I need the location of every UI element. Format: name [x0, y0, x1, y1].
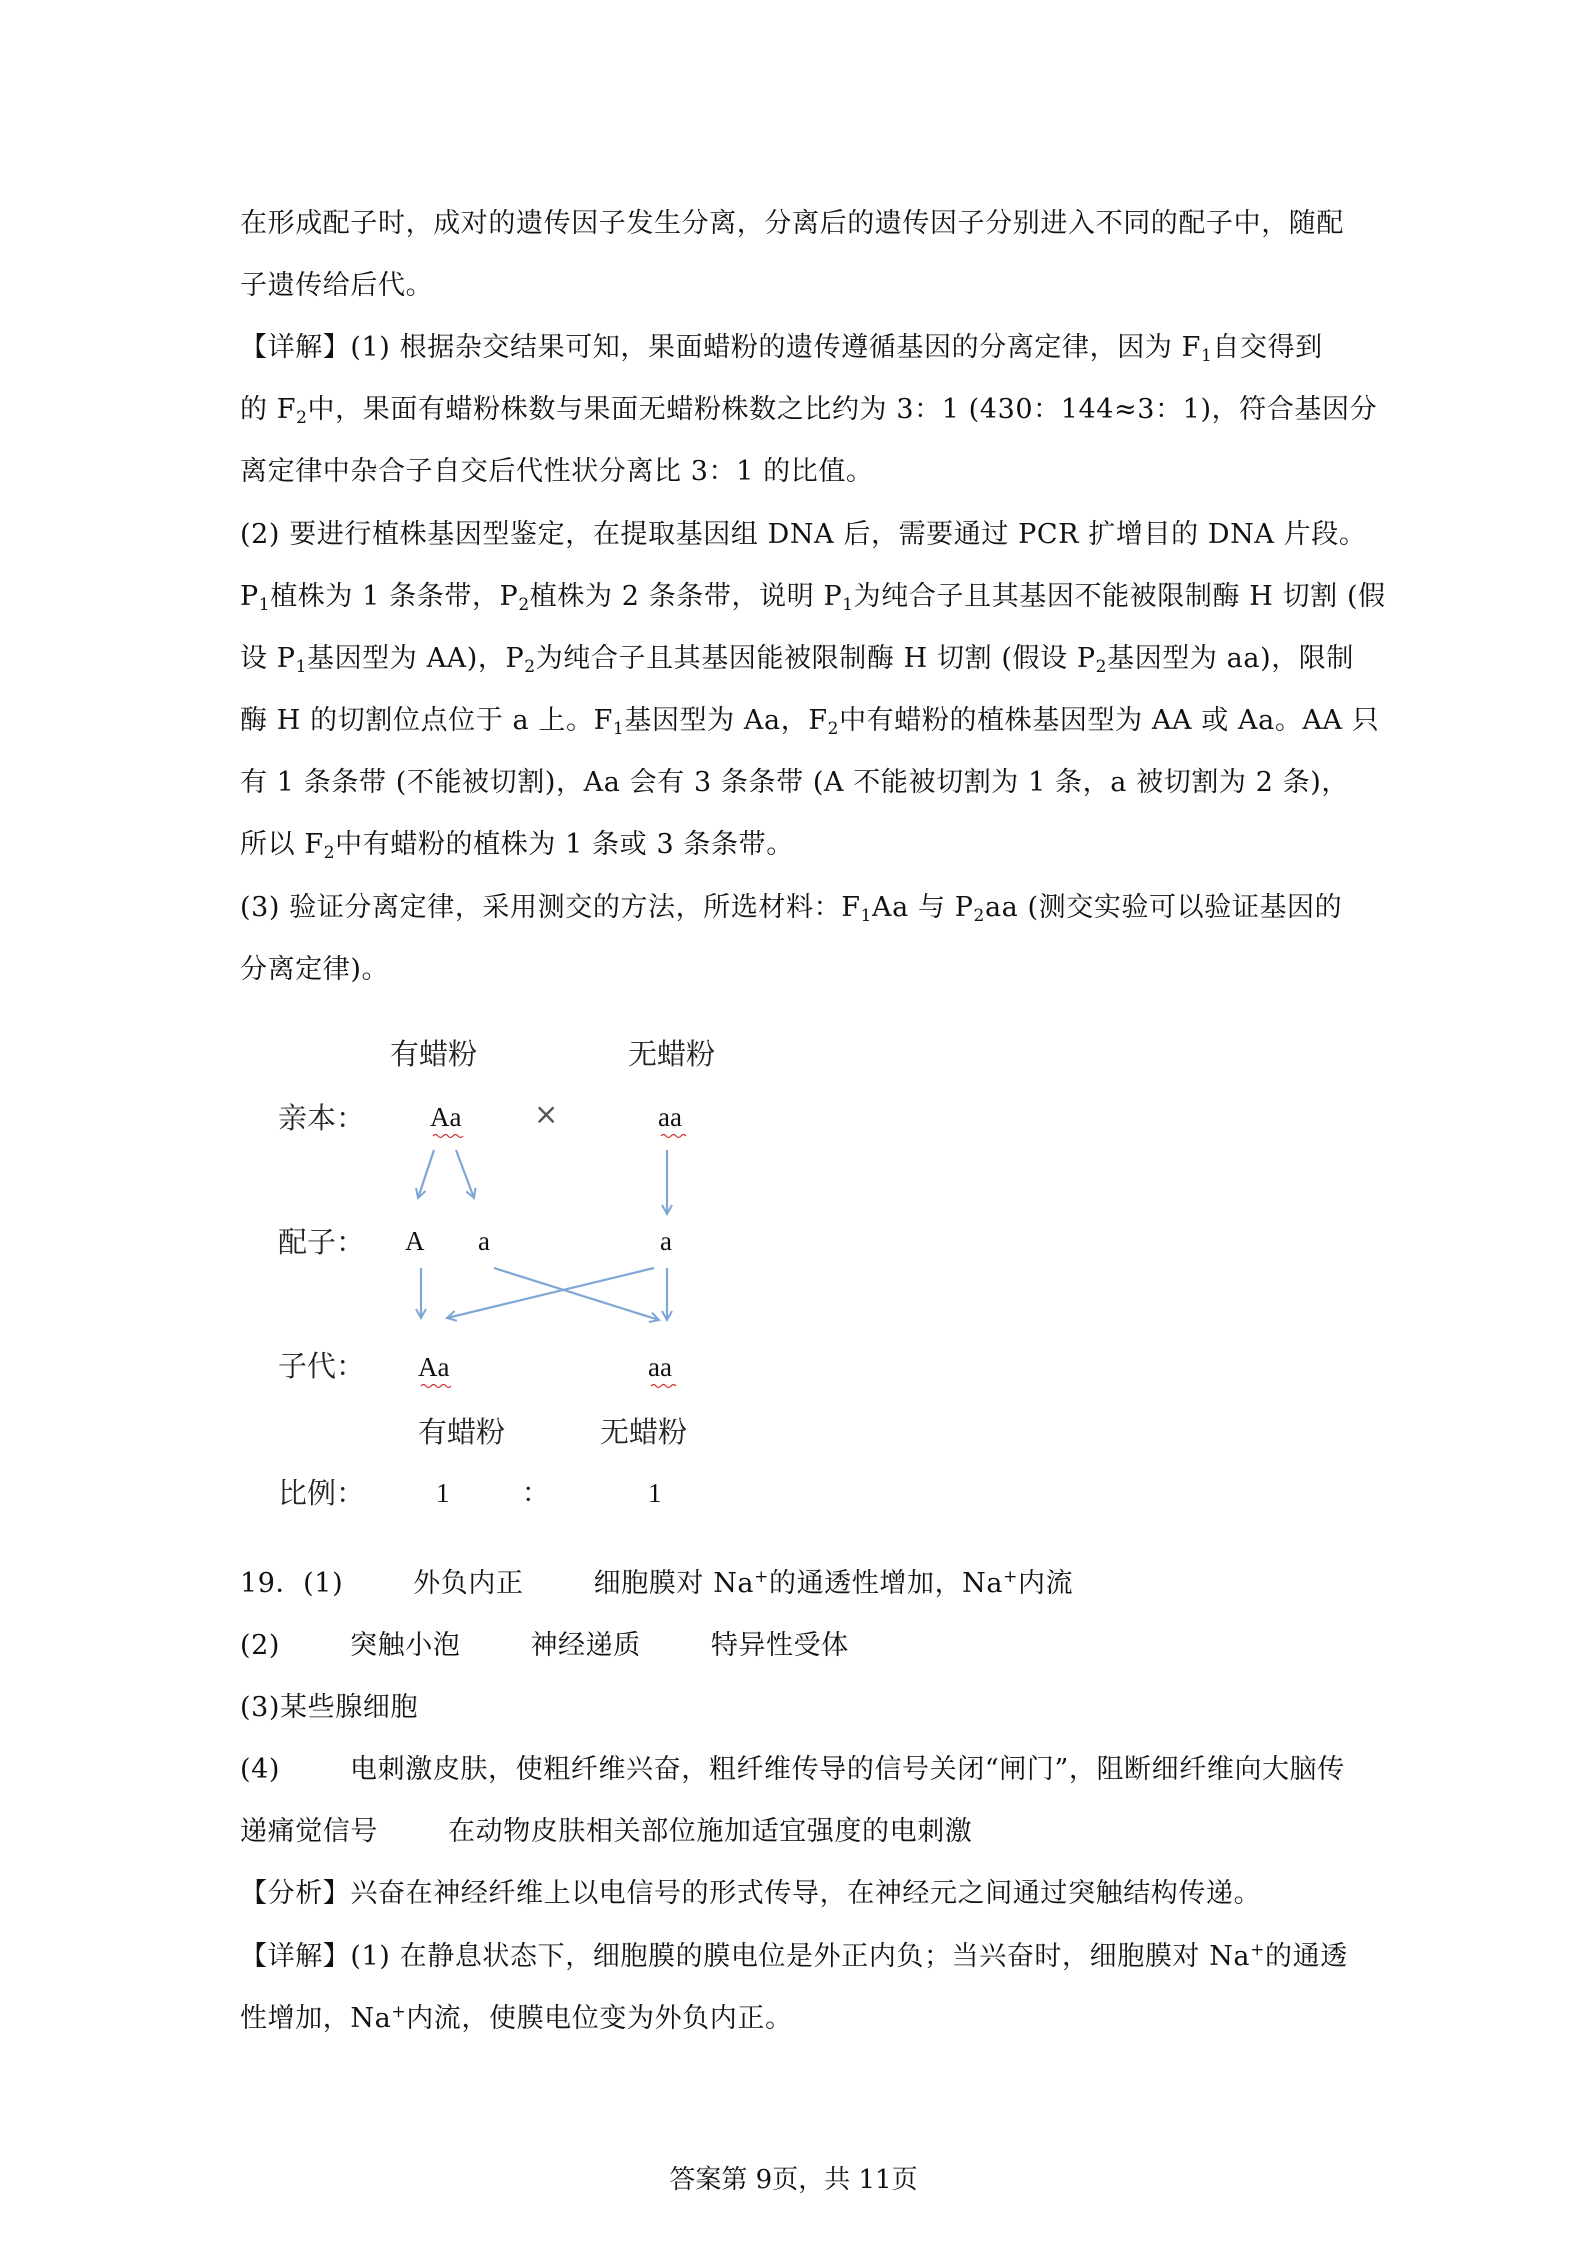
subscript: 2 [518, 595, 530, 615]
row-label-gamete: 配子： [278, 1225, 366, 1259]
offspring-genotype-left: Aa [418, 1352, 450, 1382]
offspring-genotype-right: aa [648, 1352, 672, 1382]
text-span: 分离定律)。 [240, 954, 390, 985]
answer-text: 突触小泡 [350, 1630, 461, 1661]
text-span: 为纯合子且其基因不能被限制酶 H 切割 (假 [853, 581, 1386, 612]
text-span: 植株为 2 条条带，说明 P [529, 581, 843, 612]
subscript: 2 [296, 408, 308, 428]
q19-line-5 [240, 1808, 1360, 1856]
answer-text: 的通透性增加，Na [768, 1568, 1004, 1599]
arrow-parent-to-a [456, 1150, 474, 1198]
detail-text: 【详解】(1) 在静息状态下，细胞膜的膜电位是外正内负；当兴奋时，细胞膜对 Na [240, 1941, 1251, 1972]
row-label-ratio: 比例： [278, 1476, 366, 1510]
text-span: 设 P [240, 643, 296, 674]
subscript: 2 [323, 843, 336, 863]
text-span: Aa 与 P [871, 892, 974, 923]
text-span: 基因型为 AA)，P [306, 643, 525, 674]
detail-text: 性增加，Na [240, 2003, 392, 2034]
ratio-colon: ： [522, 1478, 549, 1508]
text-span: 基因型为 Aa，F [624, 705, 828, 736]
detail-text: 内流，使膜电位变为外负内正。 [406, 2003, 793, 2034]
subscript: 1 [295, 657, 307, 677]
q19-line-4 [240, 1746, 1360, 1794]
text-span: 中有蜡粉的植株为 1 条或 3 条条带。 [335, 829, 794, 860]
cross-symbol: × [534, 1097, 559, 1131]
subscript: 1 [1200, 346, 1213, 366]
part-number: (2) [240, 1630, 281, 1661]
subscript: 1 [258, 595, 271, 615]
part-number: (4) [240, 1754, 281, 1785]
gamete-a-left: a [478, 1226, 490, 1256]
parent-genotype-left: Aa [430, 1102, 462, 1132]
subscript: 1 [842, 595, 854, 615]
text-span: 离定律中杂合子自交后代性状分离比 3：1 的比值。 [240, 456, 874, 487]
superscript: + [1003, 1567, 1018, 1587]
superscript: + [391, 2002, 407, 2022]
text-span: 基因型为 aa)，限制 [1107, 643, 1355, 674]
text-span: (2) 要进行植株基因型鉴定，在提取基因组 DNA 后，需要通过 PCR 扩增目的 DNA 片段。 [240, 519, 1367, 550]
text-span: 【详解】(1) 根据杂交结果可知，果面蜡粉的遗传遵循基因的分离定律，因为 F [240, 332, 1201, 363]
superscript: + [754, 1567, 769, 1587]
text-span: 的 F [240, 394, 297, 425]
offspring-phenotype-right: 无蜡粉 [600, 1415, 688, 1449]
row-label-offspring: 子代： [278, 1349, 366, 1383]
squiggle-underline [433, 1135, 463, 1138]
q19-analysis [240, 1870, 1360, 1918]
text-span: 为纯合子且其基因能被限制酶 H 切割 (假设 P [535, 643, 1096, 674]
superscript: + [1250, 1940, 1265, 1960]
subscript: 1 [860, 906, 872, 926]
subscript: 2 [973, 906, 985, 926]
squiggle-underline [651, 1385, 676, 1388]
gamete-A: A [405, 1226, 425, 1256]
q19-line-2 [240, 1622, 1360, 1670]
offspring-phenotype-left: 有蜡粉 [418, 1415, 506, 1449]
text-span: aa (测交实验可以验证基因的 [984, 892, 1343, 923]
subscript: 2 [827, 719, 840, 739]
answer-text: 电刺激皮肤，使粗纤维兴奋，粗纤维传导的信号关闭“闸门”，阻断细纤维向大脑传 [350, 1754, 1345, 1785]
text-span: 子遗传给后代。 [240, 270, 434, 301]
gamete-a-right: a [660, 1226, 672, 1256]
arrow-parent-to-A [418, 1150, 434, 1198]
question-number: 19．(1) [240, 1568, 344, 1599]
answer-text: 神经递质 [530, 1630, 641, 1661]
parent-phenotype-left: 有蜡粉 [390, 1037, 478, 1071]
squiggle-underline [661, 1135, 686, 1138]
answer-text: 细胞膜对 Na [593, 1568, 755, 1599]
text-span: P [240, 581, 259, 612]
answer-text: 内流 [1017, 1568, 1074, 1599]
text-span: 酶 H 的切割位点位于 a 上。F [240, 705, 613, 736]
arrow-a-to-aa [494, 1268, 659, 1320]
q19-detail-2 [240, 1995, 1360, 2043]
q19-detail-1 [240, 1933, 1360, 1981]
answer-text: 递痛觉信号 [240, 1816, 378, 1847]
ratio-right: 1 [648, 1478, 662, 1508]
text-span: 所以 F [240, 829, 324, 860]
detail-text: 的通透 [1265, 1941, 1348, 1972]
arrow-a-right-to-Aa [447, 1268, 654, 1318]
subscript: 2 [524, 657, 536, 677]
text-span: (3) 验证分离定律，采用测交的方法，所选材料：F [240, 892, 861, 923]
answer-text: 特异性受体 [710, 1630, 849, 1661]
row-label-parent: 亲本： [278, 1101, 366, 1135]
text-span: 中，果面有蜡粉株数与果面无蜡粉株数之比约为 3：1 (430：144≈3：1)，符合基因分 [307, 394, 1378, 425]
text-span: 在形成配子时，成对的遗传因子发生分离，分离后的遗传因子分别进入不同的配子中，随配 [240, 208, 1344, 239]
answer-text: 外负内正 [413, 1568, 524, 1599]
text-span: 自交得到 [1212, 332, 1323, 363]
q19-line-1 [240, 1560, 1360, 1608]
text-span: 植株为 1 条条带，P [270, 581, 519, 612]
answer-text: (3)某些腺细胞 [240, 1692, 419, 1723]
subscript: 2 [1095, 657, 1108, 677]
text-span: 有 1 条条带 (不能被切割)，Aa 会有 3 条条带 (A 不能被切割为 1 条，a 被切割为 2 条)， [240, 767, 1350, 798]
squiggle-underline [421, 1385, 451, 1388]
text-span: 中有蜡粉的植株基因型为 AA 或 Aa。AA 只 [839, 705, 1380, 736]
answer-text: 在动物皮肤相关部位施加适宜强度的电刺激 [448, 1816, 973, 1847]
parent-genotype-right: aa [658, 1102, 682, 1132]
subscript: 1 [612, 719, 625, 739]
analysis-text: 【分析】兴奋在神经纤维上以电信号的形式传导，在神经元之间通过突触结构传递。 [240, 1878, 1262, 1909]
q19-line-3 [240, 1684, 1360, 1732]
page-footer: 答案第 9页，共 11页 [669, 2165, 918, 2195]
ratio-left: 1 [436, 1478, 450, 1508]
parent-phenotype-right: 无蜡粉 [628, 1037, 716, 1071]
